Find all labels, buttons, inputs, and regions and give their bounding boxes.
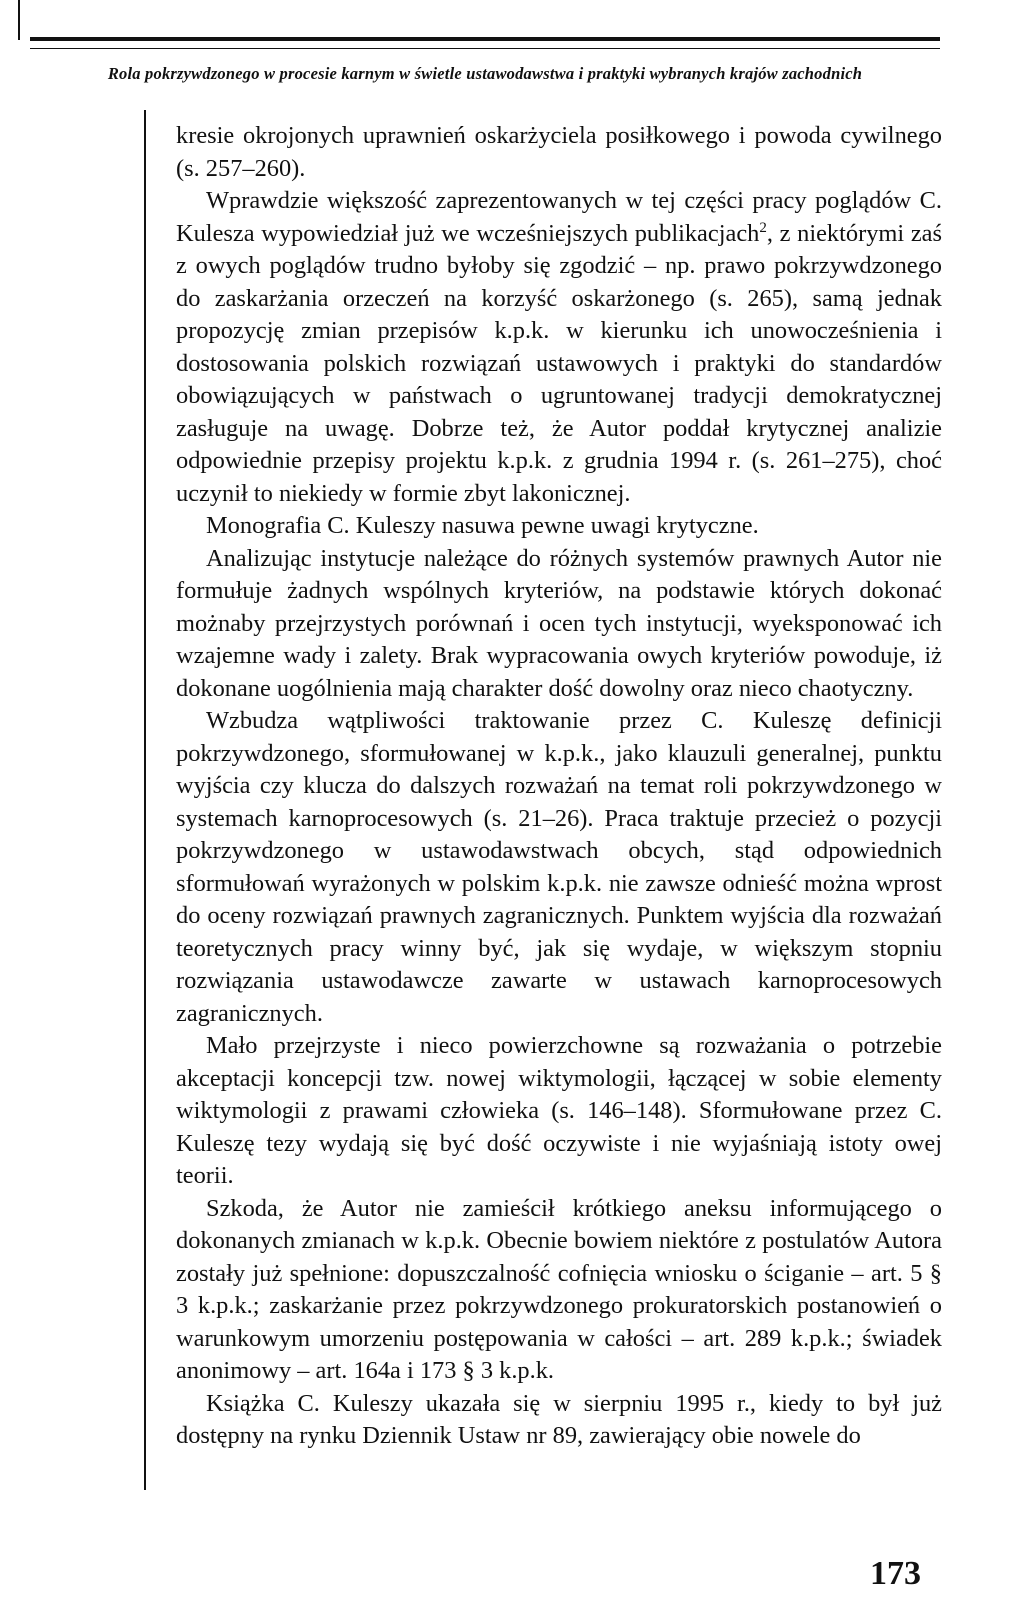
header-rule-thick (30, 37, 940, 41)
paragraph-2 (176, 185, 942, 510)
page-number: 173 (870, 1555, 921, 1592)
paragraph-text: Szkoda, że Autor nie zamieścił krótkiego aneksu informującego o dokonanych zmianach w k.p.k. Obecnie bowiem niektóre z postulatów Autora zostały już spełnione: dopuszczalność cofnięcia wniosku o ściganie – art. 5 § 3 k.p.k.; zaskarżanie przez pokrzywdzonego prokuratorskich postanowień o warunkowym umorzeniu postępowania w całości – art. 289 k.p.k.; świadek anonimowy – art. 164a i 173 § 3 k.p.k. (176, 1194, 942, 1384)
paragraph-text: , z niektórymi zaś z owych poglądów trudno byłoby się zgodzić – np. prawo pokrzywdzonego do zaskarżania orzeczeń na korzyść oskarżonego (s. 265), samą jednak propozycję zmian przepisów k.p.k. w kierunku ich unowocześnienia i dostosowania polskich rozwiązań ustawowych i praktyki do standardów obowiązujących w państwach o ugruntowanej tradycji demokratycznej zasługuje na uwagę. Dobrze też, że Autor poddał krytycznej analizie odpowiednie przepisy projektu k.p.k. z grudnia 1994 r. (s. 261–275), choć uczynił to niekiedy w formie zbyt lakonicznej. (176, 219, 942, 507)
paragraph-7 (176, 1193, 942, 1388)
paragraph-text: Wzbudza wątpliwości traktowanie przez C. Kuleszę definicji pokrzywdzonego, sformułowanej w k.p.k., jako klauzuli generalnej, punktu wyjścia czy klucza do dalszych rozważań na temat roli pokrzywdzonego w systemach karnoprocesowych (s. 21–26). Praca traktuje przecież o pozycji pokrzywdzonego w ustawodawstwach obcych, stąd odpowiednich sformułowań wyrażonych w polskim k.p.k. nie zawsze odnieść można wprost do oceny rozwiązań prawnych zagranicznych. Punktem wyjścia dla rozważań teoretycznych pracy winny być, jak się wydaje, w większym stopniu rozwiązania ustawodawcze zawarte w ustawach karnoprocesowych zagranicznych. (176, 707, 942, 1027)
main-text (176, 120, 942, 1453)
footnote-ref: 2 (759, 219, 767, 236)
scan-edge-mark (18, 0, 20, 40)
paragraph-text: Książka C. Kuleszy ukazała się w sierpniu 1995 r., kiedy to był już dostępny na rynku Dziennik Ustaw nr 89, zawierający obie nowele do (176, 1389, 942, 1449)
paragraph-text: Monografia C. Kuleszy nasuwa pewne uwagi krytyczne. (206, 512, 759, 539)
paragraph-text: Mało przejrzyste i nieco powierzchowne są rozważania o potrzebie akceptacji koncepcji tzw. nowej wiktymologii, łączącej w sobie elementy wiktymologii z prawami człowieka (s. 146–148). Sformułowane przez C. Kuleszę tezy wydają się być dość oczywiste i nie wyjaśniają istoty owej teorii. (176, 1032, 942, 1189)
paragraph-5 (176, 705, 942, 1030)
running-header-title: Rola pokrzywdzonego w procesie karnym w świetle ustawodawstwa i praktyki wybranych krajów zachodnich (107, 64, 863, 83)
paragraph-text: Wprawdzie większość zaprezentowanych w tej części pracy poglądów C. Kulesza wypowiedział już we wcześniejszych publikacjach (176, 187, 942, 247)
paragraph-3 (176, 510, 942, 543)
header-rule-thin (30, 48, 940, 49)
paragraph-4 (176, 543, 942, 706)
paragraph-text: Analizując instytucje należące do różnych systemów prawnych Autor nie formułuje żadnych wspólnych kryteriów, na podstawie których dokonać możnaby przejrzystych porównań i ocen tych instytucji, wyeksponować ich wzajemne wady i zalety. Brak wypracowania owych kryteriów powoduje, iż dokonane uogólnienia mają charakter dość dowolny oraz nieco chaotyczny. (176, 544, 942, 702)
paragraph-1 (176, 120, 942, 185)
paragraph-8 (176, 1388, 942, 1453)
paragraph-6 (176, 1030, 942, 1193)
paragraph-text: kresie okrojonych uprawnień oskarżyciela posiłkowego i powoda cywilnego (s. 257–260). (176, 122, 942, 182)
margin-bar (144, 110, 146, 1490)
